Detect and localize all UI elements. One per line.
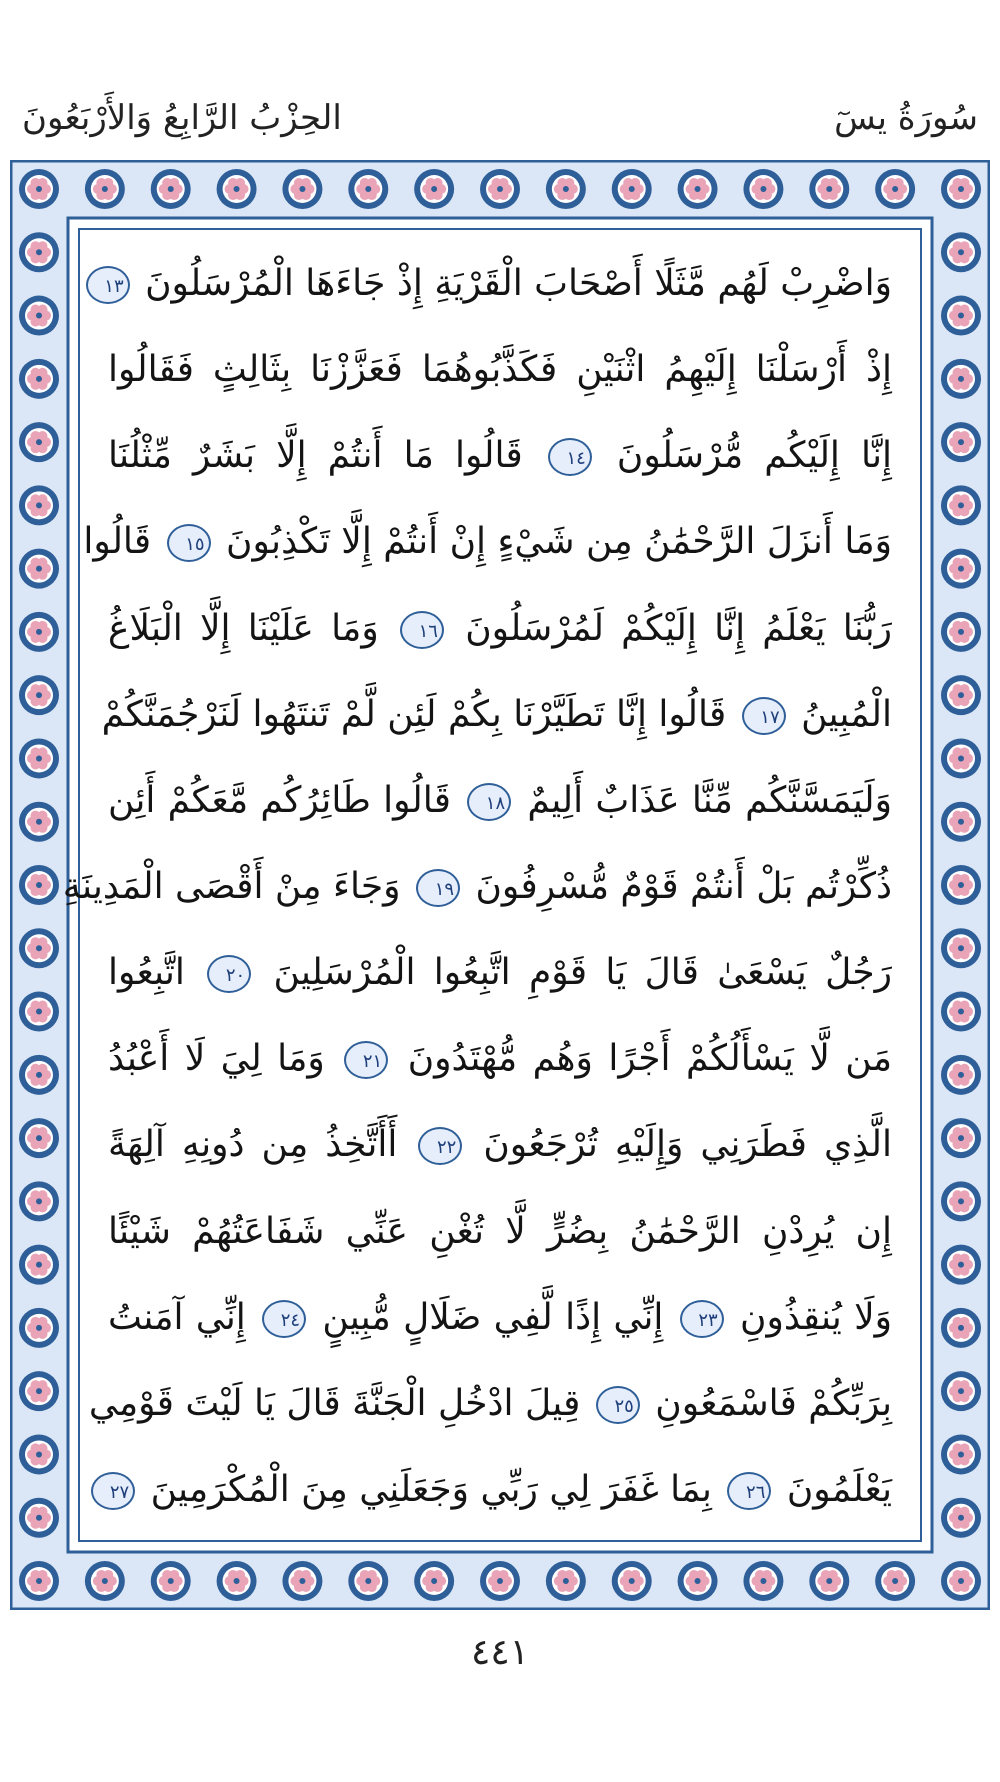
rosette-center xyxy=(36,439,42,445)
ayah-marker: ٢٥ xyxy=(596,1386,640,1424)
rosette-center xyxy=(958,882,964,888)
rosette-center xyxy=(36,1578,42,1584)
rosette-center xyxy=(431,1578,437,1584)
text-line xyxy=(104,254,892,314)
ayah-marker: ١٤ xyxy=(548,438,592,476)
page-number: ٤٤١ xyxy=(470,1632,529,1673)
ayah-marker: ٢٦ xyxy=(727,1472,771,1510)
text-line xyxy=(101,685,892,745)
rosette-center xyxy=(563,1578,569,1584)
rosette-center xyxy=(695,1578,701,1584)
rosette-center xyxy=(958,819,964,825)
ayah-marker: ١٥ xyxy=(167,524,211,562)
verse-text: وَمَا أَنزَلَ الرَّحْمَٰنُ مِن شَيْءٍ إِنْ أَنتُمْ إِلَّا تَكْذِبُونَ xyxy=(226,521,892,563)
verse-text: قَالُوا طَائِرُكُم مَّعَكُمْ أَئِن xyxy=(108,779,451,821)
verse-text: وَمَا لِيَ لَا أَعْبُدُ xyxy=(108,1038,325,1080)
ayah-marker: ٢٠ xyxy=(207,955,251,993)
rosette-center xyxy=(958,1451,964,1457)
verse-text: قَالُوا xyxy=(83,521,152,563)
rosette-center xyxy=(36,1072,42,1078)
ayah-marker: ١٦ xyxy=(400,611,444,649)
rosette-center xyxy=(36,313,42,319)
ayah-marker: ٢٣ xyxy=(680,1300,724,1338)
verse-text: ذُكِّرْتُم بَلْ أَنتُمْ قَوْمٌ مُّسْرِفُونَ xyxy=(475,865,892,907)
rosette-center xyxy=(826,186,832,192)
verse-text: الَّذِي فَطَرَنِي وَإِلَيْهِ تُرْجَعُونَ xyxy=(483,1124,892,1166)
ornamental-frame xyxy=(10,160,990,1610)
rosette-center xyxy=(958,1515,964,1521)
rosette-center xyxy=(958,502,964,508)
rosette-center xyxy=(695,186,701,192)
rosette-center xyxy=(36,1325,42,1331)
text-line xyxy=(108,340,892,400)
rosette-center xyxy=(958,566,964,572)
verse-text: إِنِّي إِذًا لَّفِي ضَلَالٍ مُّبِينٍ xyxy=(322,1296,664,1338)
text-line xyxy=(108,1288,892,1348)
text-line xyxy=(108,426,892,486)
rosette-center xyxy=(826,1578,832,1584)
ayah-marker: ١٨ xyxy=(467,783,511,821)
rosette-center xyxy=(629,1578,635,1584)
rosette-center xyxy=(36,1451,42,1457)
surah-name: سُورَةُ يسٓ xyxy=(834,98,978,138)
verse-text: مَن لَّا يَسْأَلُكُمْ أَجْرًا وَهُم مُّهْتَدُونَ xyxy=(407,1038,892,1080)
verse-text: رَجُلٌ يَسْعَىٰ قَالَ يَا قَوْمِ اتَّبِعُوا الْمُرْسَلِينَ xyxy=(273,952,892,994)
verse-text: وَاضْرِبْ لَهُم مَّثَلًا أَصْحَابَ الْقَرْيَةِ إِذْ جَاءَهَا الْمُرْسَلُونَ xyxy=(145,263,892,304)
verse-text: وَلَا يُنقِذُونِ xyxy=(740,1296,893,1338)
text-line xyxy=(88,1374,892,1434)
page-header xyxy=(22,88,978,148)
rosette-center xyxy=(36,1135,42,1141)
ayah-marker: ٢١ xyxy=(344,1041,388,1079)
rosette-center xyxy=(36,1262,42,1268)
rosette-center xyxy=(36,376,42,382)
rosette-center xyxy=(36,186,42,192)
text-line xyxy=(108,771,892,831)
rosette-center xyxy=(958,1262,964,1268)
rosette-center xyxy=(958,1072,964,1078)
text-line xyxy=(108,943,892,1003)
ayah-marker: ١٧ xyxy=(742,697,786,735)
rosette-center xyxy=(958,376,964,382)
rosette-center xyxy=(36,882,42,888)
rosette-center xyxy=(234,186,240,192)
rosette-center xyxy=(958,1009,964,1015)
rosette-center xyxy=(958,945,964,951)
rosette-center xyxy=(102,1578,108,1584)
rosette-center xyxy=(36,249,42,255)
rosette-center xyxy=(36,566,42,572)
rosette-center xyxy=(958,186,964,192)
rosette-center xyxy=(958,1135,964,1141)
verse-text: قَالُوا إِنَّا تَطَيَّرْنَا بِكُمْ لَئِن لَّمْ تَنتَهُوا لَنَرْجُمَنَّكُمْ xyxy=(101,693,727,735)
rosette-center xyxy=(36,1515,42,1521)
text-line xyxy=(62,857,892,917)
rosette-center xyxy=(563,186,569,192)
rosette-center xyxy=(958,1388,964,1394)
rosette-center xyxy=(365,186,371,192)
rosette-center xyxy=(958,439,964,445)
text-line xyxy=(108,599,892,659)
verse-text: أَأَتَّخِذُ مِن دُونِهِ آلِهَةً xyxy=(108,1124,398,1166)
rosette-center xyxy=(958,313,964,319)
verse-text: وَمَا عَلَيْنَا إِلَّا الْبَلَاغُ xyxy=(108,607,379,649)
rosette-center xyxy=(299,1578,305,1584)
rosette-center xyxy=(431,186,437,192)
verse-text: قِيلَ ادْخُلِ الْجَنَّةَ قَالَ يَا لَيْتَ قَوْمِي xyxy=(88,1382,581,1424)
text-line xyxy=(83,512,892,572)
rosette-center xyxy=(102,186,108,192)
rosette-center xyxy=(36,1388,42,1394)
verse-text: الْمُبِينُ xyxy=(801,693,892,735)
rosette-center xyxy=(36,1009,42,1015)
verse-text: بِرَبِّكُمْ فَاسْمَعُونِ xyxy=(655,1382,892,1424)
rosette-center xyxy=(629,186,635,192)
rosette-center xyxy=(958,1198,964,1204)
rosette-center xyxy=(958,249,964,255)
verse-text: إِذْ أَرْسَلْنَا إِلَيْهِمُ اثْنَيْنِ فَكَذَّبُوهُمَا فَعَزَّزْنَا بِثَالِثٍ فَقَالُوا xyxy=(108,349,892,391)
verse-text: إِنِّي آمَنتُ xyxy=(108,1296,246,1338)
rosette-center xyxy=(958,692,964,698)
text-line xyxy=(108,1202,892,1262)
rosette-center xyxy=(36,692,42,698)
rosette-center xyxy=(168,186,174,192)
verse-text: اتَّبِعُوا xyxy=(108,952,185,994)
rosette-center xyxy=(892,1578,898,1584)
verse-text: وَلَيَمَسَّنَّكُم مِّنَّا عَذَابٌ أَلِيمٌ xyxy=(527,779,893,821)
verse-text: إِن يُرِدْنِ الرَّحْمَٰنُ بِضُرٍّ لَّا تُغْنِ عَنِّي شَفَاعَتُهُمْ شَيْئًا xyxy=(108,1210,892,1252)
text-line xyxy=(108,1115,892,1175)
ayah-marker: ١٩ xyxy=(416,869,460,907)
verse-text: وَجَاءَ مِنْ أَقْصَى الْمَدِينَةِ xyxy=(62,865,401,907)
ayah-marker: ٢٤ xyxy=(262,1300,306,1338)
rosette-center xyxy=(36,629,42,635)
ayah-marker: ٢٢ xyxy=(418,1127,462,1165)
rosette-center xyxy=(497,1578,503,1584)
rosette-center xyxy=(365,1578,371,1584)
rosette-center xyxy=(168,1578,174,1584)
rosette-center xyxy=(36,1198,42,1204)
rosette-center xyxy=(36,502,42,508)
text-line xyxy=(108,1029,892,1089)
rosette-center xyxy=(958,1578,964,1584)
verse-text: يَعْلَمُونَ xyxy=(786,1468,892,1510)
text-panel xyxy=(62,228,922,1542)
text-line xyxy=(108,1460,892,1520)
rosette-center xyxy=(36,755,42,761)
rosette-center xyxy=(958,629,964,635)
hizb-label: الحِزْبُ الرَّابِعُ وَالأَرْبَعُونَ xyxy=(22,98,342,138)
rosette-center xyxy=(36,819,42,825)
rosette-center xyxy=(892,186,898,192)
verse-text: إِنَّا إِلَيْكُم مُّرْسَلُونَ xyxy=(616,435,892,477)
rosette-center xyxy=(36,945,42,951)
rosette-center xyxy=(958,755,964,761)
verse-text: قَالُوا مَا أَنتُمْ إِلَّا بَشَرٌ مِّثْلُنَا xyxy=(108,435,523,477)
verse-text: رَبُّنَا يَعْلَمُ إِنَّا إِلَيْكُمْ لَمُرْسَلُونَ xyxy=(465,607,893,649)
verse-text: بِمَا غَفَرَ لِي رَبِّي وَجَعَلَنِي مِنَ الْمُكْرَمِينَ xyxy=(150,1468,712,1510)
ayah-marker: ١٣ xyxy=(86,266,130,304)
rosette-center xyxy=(958,1325,964,1331)
rosette-center xyxy=(234,1578,240,1584)
rosette-center xyxy=(760,186,766,192)
ayah-marker: ٢٧ xyxy=(91,1472,135,1510)
rosette-center xyxy=(497,186,503,192)
rosette-center xyxy=(299,186,305,192)
rosette-center xyxy=(760,1578,766,1584)
